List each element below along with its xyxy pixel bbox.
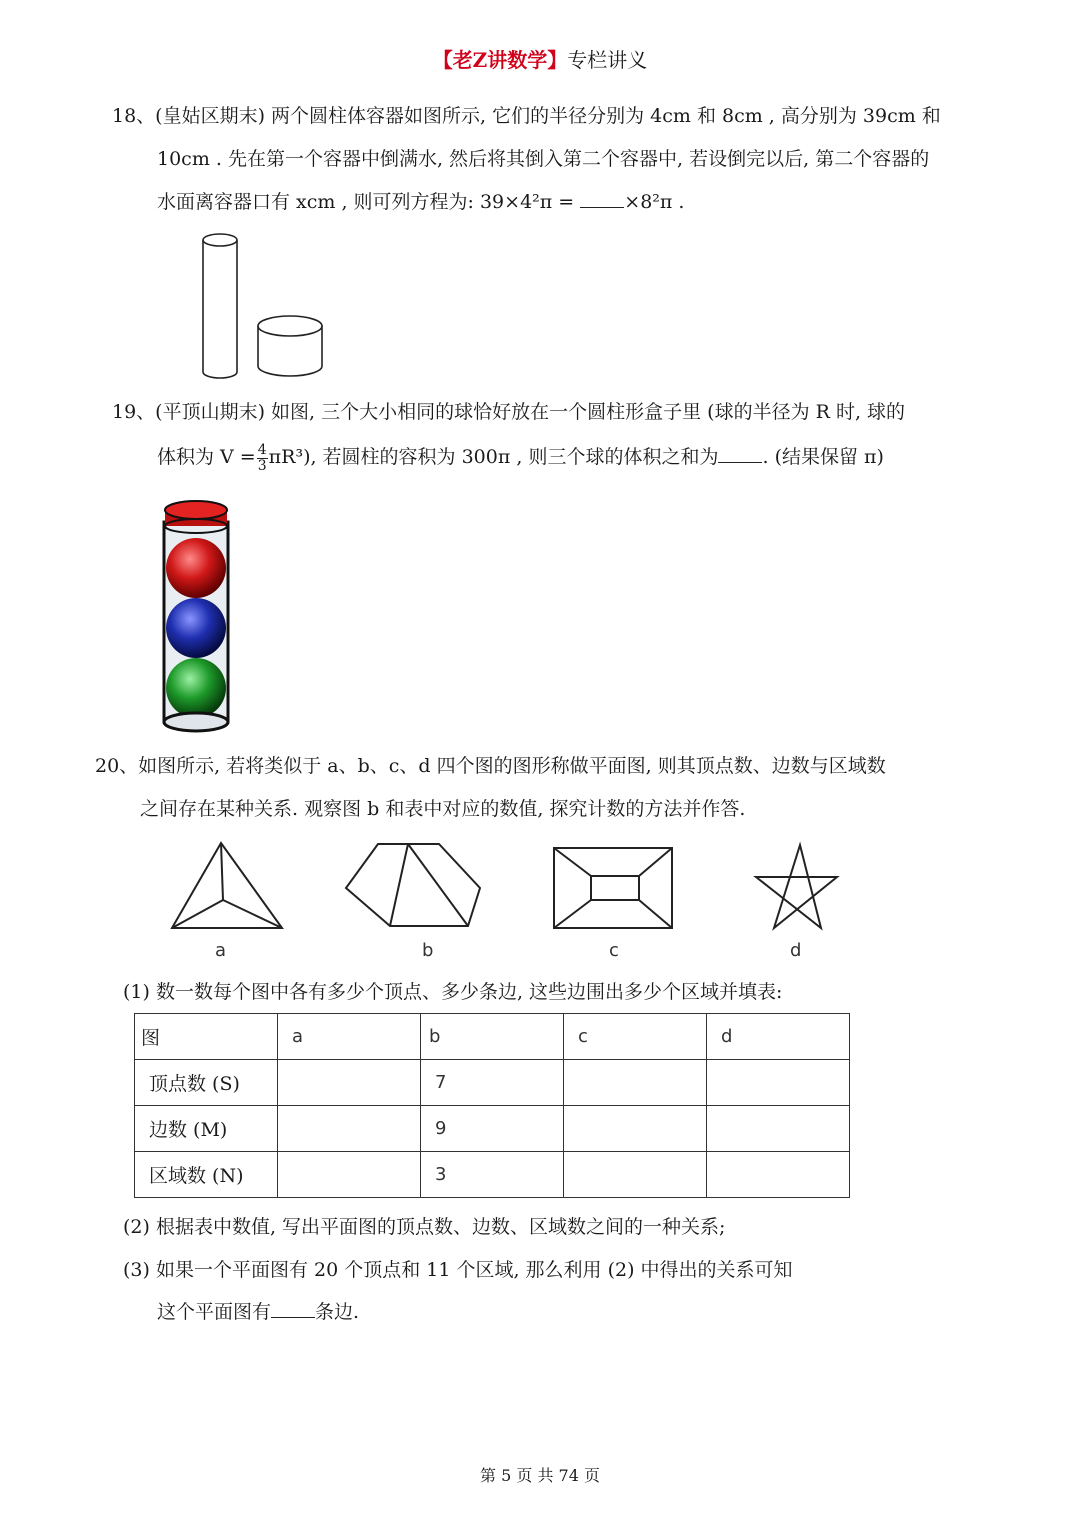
q20-line2: 之间存在某种关系. 观察图 b 和表中对应的数值, 探究计数的方法并作答. xyxy=(140,798,746,820)
table-row xyxy=(135,1152,850,1198)
blue-ball xyxy=(166,598,226,658)
figure-d-caption: d xyxy=(790,940,802,961)
table-cell: 3 xyxy=(421,1152,564,1198)
q20-answer-blank xyxy=(271,1299,315,1318)
q19-volume-prefix: 体积为 V = xyxy=(157,446,256,468)
q19-volume-suffix: . (结果保留 π) xyxy=(762,446,884,468)
q18-cylinders-figure xyxy=(195,230,335,385)
q19-frac-den: 3 xyxy=(257,457,267,474)
figure-b-caption: b xyxy=(422,940,434,961)
q20-part3-line2 xyxy=(157,1297,359,1327)
header-suffix: 专栏讲义 xyxy=(567,48,648,72)
q19-volume-mid: πR³), 若圆柱的容积为 300π , 则三个球的体积之和为 xyxy=(268,446,719,468)
q18-line1: 18、(皇姑区期末) 两个圆柱体容器如图所示, 它们的半径分别为 4cm 和 8cm , 高分别为 39cm 和 xyxy=(112,105,941,127)
q18-equation-left: 水面离容器口有 xcm , 则可列方程为: 39×4²π = xyxy=(157,191,575,213)
q18-line2: 10cm . 先在第一个容器中倒满水, 然后将其倒入第二个容器中, 若设倒完以后, 第二个容器的 xyxy=(157,148,930,170)
row-label: 顶点数 (S) xyxy=(135,1060,278,1106)
q19-line2 xyxy=(157,442,884,474)
q20-part3-suffix: 条边. xyxy=(315,1301,360,1323)
header-brand: 老Z讲数学 xyxy=(452,48,548,72)
figure-a-caption: a xyxy=(215,940,227,961)
table-row xyxy=(135,1060,850,1106)
figure-a-triangle xyxy=(165,838,290,938)
page-header xyxy=(0,44,1080,73)
q19-line1: 19、(平顶山期末) 如图, 三个大小相同的球恰好放在一个圆柱形盒子里 (球的半径为 R 时, 球的 xyxy=(112,401,906,423)
table-header-cell: 图 xyxy=(135,1014,278,1060)
table-cell[interactable] xyxy=(707,1106,850,1152)
q20-part1: (1) 数一数每个图中各有多少个顶点、多少条边, 这些边围出多少个区域并填表: xyxy=(123,981,783,1003)
header-bracket-open: 【 xyxy=(432,48,453,72)
table-cell: 7 xyxy=(421,1060,564,1106)
page-number-footer: 第 5 页 共 74 页 xyxy=(480,1466,600,1485)
table-cell[interactable] xyxy=(278,1060,421,1106)
q20-part3-line1: (3) 如果一个平面图有 20 个顶点和 11 个区域, 那么利用 (2) 中得出的关系可知 xyxy=(123,1259,793,1281)
table-cell[interactable] xyxy=(564,1152,707,1198)
figure-c-caption: c xyxy=(609,940,619,961)
figure-c-nested-rectangles xyxy=(550,843,678,933)
table-cell[interactable] xyxy=(707,1060,850,1106)
table-cell[interactable] xyxy=(278,1106,421,1152)
table-cell[interactable] xyxy=(564,1060,707,1106)
figure-b-heptagon xyxy=(340,838,485,933)
q20-line1: 20、如图所示, 若将类似于 a、b、c、d 四个图的图形称做平面图, 则其顶点数、边数与区域数 xyxy=(95,755,886,777)
q19-fraction xyxy=(257,443,268,474)
table-header-row xyxy=(135,1014,850,1060)
table-header-cell: a xyxy=(278,1014,421,1060)
header-bracket-close: 】 xyxy=(547,48,568,72)
red-ball xyxy=(166,538,226,598)
table-cell[interactable] xyxy=(564,1106,707,1152)
table-cell[interactable] xyxy=(707,1152,850,1198)
row-label: 边数 (M) xyxy=(135,1106,278,1152)
q19-balls-in-cylinder-figure xyxy=(157,500,237,736)
table-cell: 9 xyxy=(421,1106,564,1152)
figure-d-star xyxy=(750,840,845,935)
q18-equation-right: ×8²π . xyxy=(624,191,685,213)
q19-frac-num: 4 xyxy=(257,441,267,458)
green-ball xyxy=(166,658,226,718)
row-label: 区域数 (N) xyxy=(135,1152,278,1198)
table-header-cell: b xyxy=(421,1014,564,1060)
q19-answer-blank xyxy=(718,444,762,463)
q18-answer-blank xyxy=(580,189,624,208)
table-header-cell: c xyxy=(564,1014,707,1060)
table-header-cell: d xyxy=(707,1014,850,1060)
table-cell[interactable] xyxy=(278,1152,421,1198)
q20-part2: (2) 根据表中数值, 写出平面图的顶点数、边数、区域数之间的一种关系; xyxy=(123,1216,726,1238)
table-row xyxy=(135,1106,850,1152)
q18-line3 xyxy=(157,187,684,217)
vertex-edge-region-table xyxy=(134,1013,850,1198)
q20-part3-prefix: 这个平面图有 xyxy=(157,1301,272,1323)
